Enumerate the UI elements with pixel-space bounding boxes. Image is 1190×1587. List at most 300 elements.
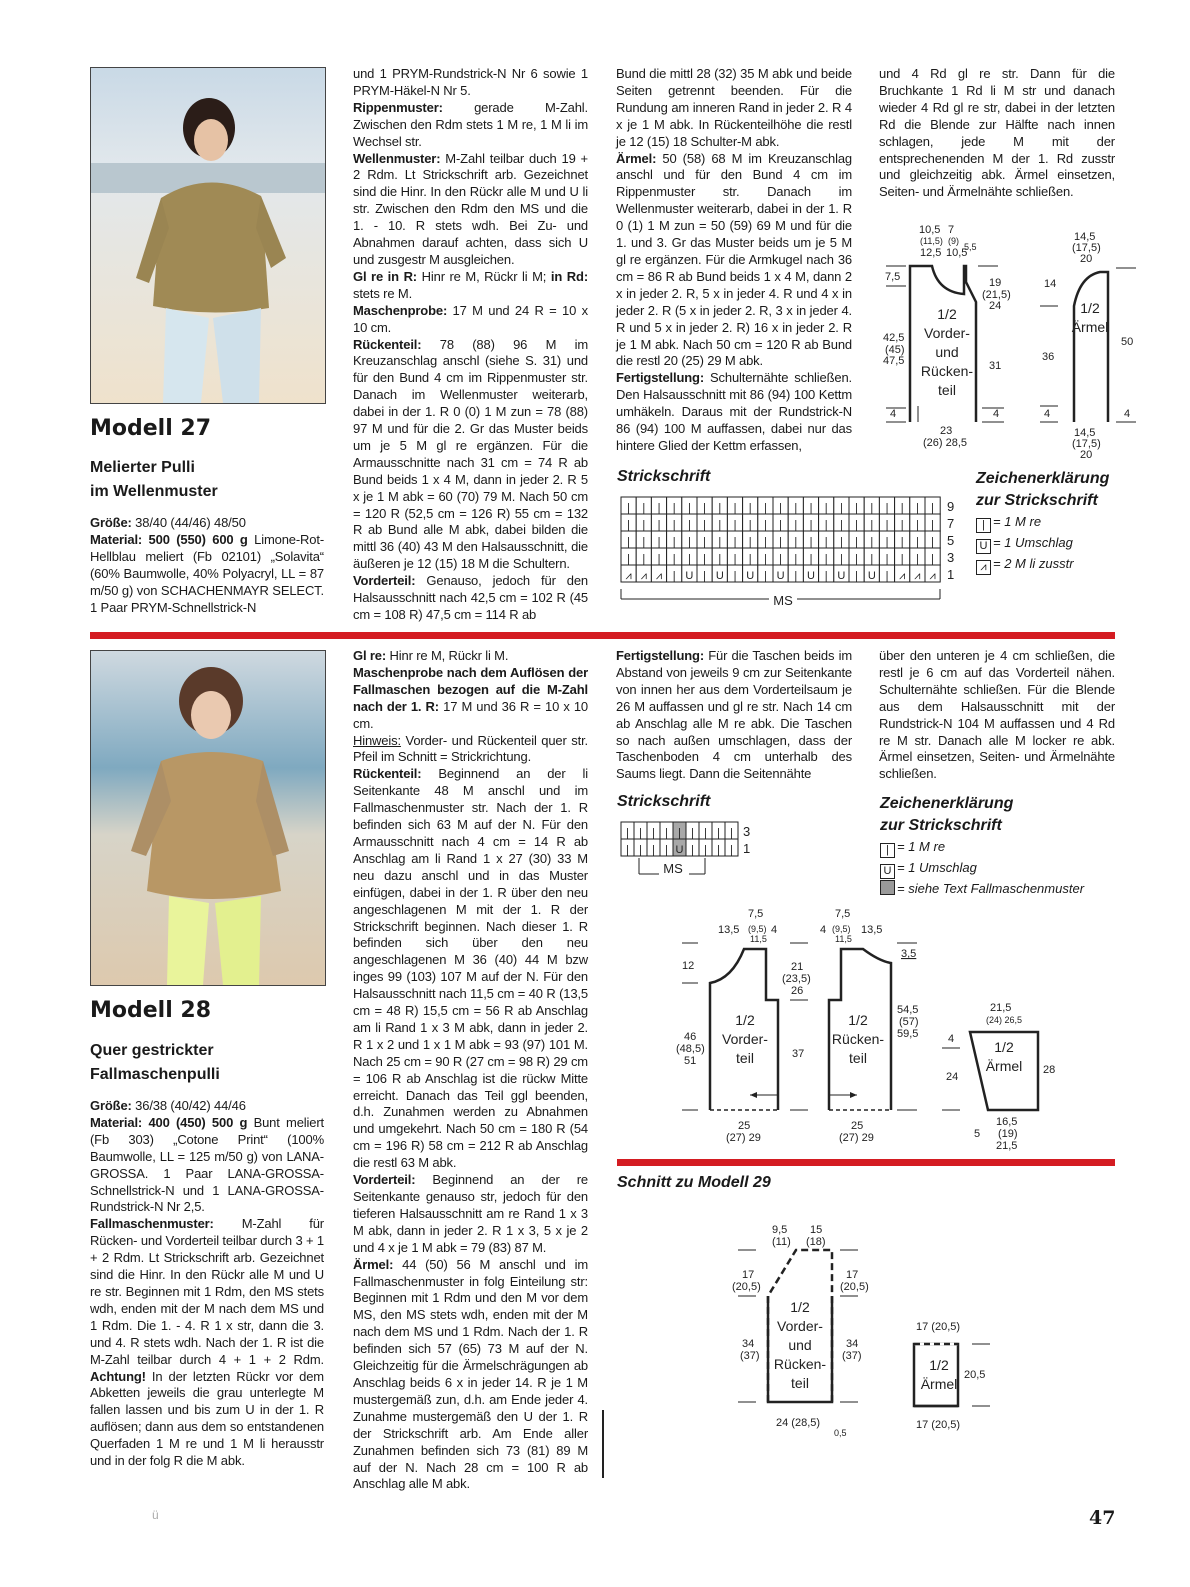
size-label: Größe: [90, 1098, 132, 1113]
chart-symbol: U [807, 570, 815, 582]
material-label: Material: [90, 1114, 143, 1130]
chart-symbol: | [809, 553, 813, 565]
chart-symbol: | [672, 536, 676, 548]
dim-label: 7 [948, 224, 955, 236]
chart-symbol: | [794, 502, 798, 514]
chart-symbol: | [626, 844, 629, 856]
chart-symbol: | [870, 519, 874, 531]
dim-label: 17 (20,5) [916, 1419, 961, 1431]
chart-symbol: | [839, 536, 843, 548]
chart-symbol: | [779, 553, 783, 565]
row-number: 1 [947, 567, 955, 582]
dim-label: 21,5 [990, 1002, 1012, 1014]
model29-heading: Schnitt zu Modell 29 [617, 1174, 771, 1191]
chart-symbol: | [809, 536, 813, 548]
yarnover-symbol-icon: U [976, 539, 991, 554]
chart-symbol: | [748, 519, 752, 531]
footer-mark: ü [152, 1508, 159, 1522]
finishing-text: Schulternähte schließen. Den Halsausschnitt mit 86 (94) 100 Kettm umhäkeln. Daraus mit der Rundstrick-N 86 (94) 100 M auffassen, dabei nur das hintere Glied der Kettm erfassen, [616, 370, 852, 453]
dim-label: 54,5 [897, 1004, 919, 1016]
sleeve-text: 44 (50) 56 M anschl und im Fallmaschenmuster in folg Einteilung str: Beginnen mit 1 Rdm und den M vor dem MS, den MS stets wdh, enden mit der M nach dem MS und 1 Rdm. Nach der 1. R befinden sich 57 (65) 73 M auf der N. Gleichzeitig für die Ärmelschrägungen ab Anschlag beids 6 x in jeder 14. R je 1 M mustergemäß zun, d.h. am Ende jeder 4. Zunahme mustergemäß den U der 1. R der Strickschrift arb. Am Ende aller Zunahmen befinden sich 73 (81) 89 M auf der N. Nach 28 cm = 100 R ab Anschlag alle M abk. [353, 1256, 588, 1492]
finishing-label: Fertigstellung: [616, 648, 705, 663]
piece-label: Rücken- [920, 363, 974, 379]
chart-symbol: | [627, 502, 631, 514]
gauge-label: Maschenprobe: [353, 302, 448, 318]
dim-label: 20 [1080, 253, 1093, 265]
chart-symbol: U [715, 570, 724, 582]
piece-label: Ärmel [920, 1376, 958, 1392]
chart-symbol: | [900, 519, 904, 531]
dim-label: 4 [1124, 408, 1131, 420]
front-text: Genauso, jedoch für den Halsausschnitt nach 42,5 cm = 102 R (45 cm = 108 R) 47,5 cm = 114 R ab [353, 573, 588, 622]
chart-symbol: | [652, 827, 655, 839]
model27-column-3 [616, 66, 852, 455]
chart-symbol: | [665, 827, 668, 839]
page-number: 47 [1089, 1507, 1116, 1529]
model28-sleeve-schematic [938, 998, 1068, 1158]
chart-symbol: | [855, 536, 859, 548]
chart-symbol: | [691, 844, 694, 856]
piece-label: 1/2 [848, 1012, 868, 1028]
dim-label: 11,5 [750, 934, 767, 944]
chart-symbol: | [642, 502, 646, 514]
model28-column-4 [879, 648, 1115, 783]
chart-symbol: U [837, 570, 846, 582]
chart-symbol: | [839, 519, 843, 531]
chart-symbol: | [730, 844, 733, 856]
chart-symbol: | [915, 553, 919, 565]
sleeve-label: Ärmel: [353, 1256, 394, 1272]
dim-label: 17 [846, 1269, 859, 1281]
dim-label: 0,5 [834, 1428, 847, 1438]
model28-chart-heading: Strickschrift [617, 793, 711, 810]
repeat-label: MS [663, 861, 683, 876]
dim-label: 20 [1080, 449, 1093, 461]
chart-symbol: | [824, 536, 828, 548]
dim-label: 34 [742, 1338, 755, 1350]
dim-label: 10,5 [946, 247, 968, 259]
dim-label: 51 [684, 1055, 697, 1067]
material-label: Material: [90, 531, 143, 547]
dim-label: 4 [771, 924, 778, 936]
chart-symbol: | [718, 536, 722, 548]
chart-symbol: | [763, 502, 767, 514]
dim-label: (57) [899, 1016, 919, 1028]
note-label: Hinweis: [353, 732, 401, 748]
dim-label: 4 [1044, 408, 1051, 420]
section-divider [90, 632, 1115, 639]
chart-symbol: | [885, 502, 889, 514]
legend-text: = 1 Umschlag [897, 860, 977, 875]
piece-label: und [788, 1337, 812, 1353]
model28-front-schematic [672, 905, 822, 1145]
model28-photo [90, 650, 326, 986]
dim-label: 7,5 [885, 271, 901, 283]
back-text: Beginnend an der li Seitenkante 48 M anschl und im Fallmaschenmuster str. Nach der 1. R befinden sich 63 M auf der N. Für den Armausschnitt nach 4 cm = 14 R ab Anschlag am li Rand 1 x 27 (30) 33 M neu dazu anschl und in das Muster einfügen, dabei in der 1. R über den neu angeschlagenen M mit der 1. R der Strickschrift beginnen. Nach dieser 1. R befinden sich über den neu angeschlagenen M 36 (40) 44 M bzw inges 99 (103) 107 M auf der N. Für den Halsausschnitt nach 11,5 cm = 40 R (13,5 cm = 48 R) 15,5 cm = 56 R ab Anschlag am li Rand 1 x 3 M abk, dann in jeder 2. R 1 x 2 und 1 x 1 M abk = 93 (97) 101 M. Nach 25 cm = 90 R (27 cm = 98 R) 29 cm = 106 R ab Anschlag ist die rückw Mitte erreicht. Danach das Teil ggl beenden, d.h. Zunahmen werden zu Abnahmen und umgekehrt. Nach 50 cm = 180 R (54 cm = 196 R) 58 cm = 212 R ab Anschlag die restl 63 M abk. [353, 766, 588, 1171]
row-number: 7 [947, 516, 955, 531]
row-number: 5 [947, 533, 955, 548]
note-text: Vorder- und Rückenteil quer str. Pfeil im Schnitt = Strickrichtung. [353, 732, 588, 765]
chart-symbol: | [733, 519, 737, 531]
legend-item-drop [880, 879, 1084, 899]
chart-symbol: | [779, 519, 783, 531]
dim-label: 23 [940, 425, 953, 437]
chart-symbol: ⩘ [640, 570, 647, 582]
chart-symbol: | [672, 502, 676, 514]
dim-label: 20,5 [964, 1369, 986, 1381]
chart-symbol: | [687, 502, 691, 514]
yarnover-symbol-icon: U [880, 864, 895, 879]
chart-symbol: ⩘ [929, 570, 936, 582]
chart-symbol: | [763, 570, 767, 582]
knit-symbol-icon: | [880, 843, 895, 858]
wellen-text: M-Zahl teilbar duch 19 + 2 Rdm. Lt Strickschrift arb. Gezeichnet sind die Hinr. In den Rückr alle M und U li str. Zwischen den Rdm den MS und die 1. - 10. R stets wdh. Bei Zu- und Abnahmen darauf achten, dass sich U und zusgestr M ausgleichen. [353, 150, 588, 267]
chart-symbol: | [678, 827, 681, 839]
section-divider-model29 [617, 1159, 1115, 1166]
dim-label: 24 (28,5) [776, 1417, 821, 1429]
dim-label: 15 [810, 1224, 823, 1236]
chart-symbol: | [639, 827, 642, 839]
chart-symbol: | [870, 536, 874, 548]
legend-title: zur Strickschrift [880, 817, 1002, 834]
piece-label: teil [849, 1050, 867, 1066]
chart-symbol: | [885, 519, 889, 531]
chart-symbol: | [763, 536, 767, 548]
chart-symbol: | [839, 502, 843, 514]
chart-symbol: | [779, 502, 783, 514]
dim-label: 24 [989, 300, 1002, 312]
model27-body-schematic [878, 222, 1018, 462]
legend-title: zur Strickschrift [976, 492, 1098, 509]
chart-grid [621, 497, 940, 582]
row-number: 1 [743, 841, 751, 856]
piece-label: Vorder- [777, 1318, 823, 1334]
dim-label: 26 [791, 985, 804, 997]
chart-symbol: | [652, 844, 655, 856]
dim-label: 24 [946, 1071, 959, 1083]
dim-label: 11,5 [835, 934, 852, 944]
dim-label: 14 [1044, 278, 1057, 290]
back-label: Rückenteil: [353, 766, 422, 782]
chart-symbol: | [900, 553, 904, 565]
model27-column-2 [353, 66, 588, 624]
dim-label: (48,5) [676, 1043, 705, 1055]
chart-symbol: | [931, 536, 935, 548]
chart-symbol: | [687, 519, 691, 531]
material-text: Limone-Rot-Hellblau meliert (Fb 02101) „Solavita“ (60% Baumwolle, 40% Polyacryl, LL = 87 m/50 g) von SCHACHENMAYR SELECT. 1 Paar PRYM-Schnellstrick-N [90, 531, 325, 615]
dim-label: 16,5 [996, 1116, 1018, 1128]
chart-symbol: | [931, 502, 935, 514]
dim-label: 46 [684, 1031, 697, 1043]
knit-symbol-icon: | [976, 518, 991, 533]
rippen-label: Rippenmuster: [353, 99, 443, 115]
model27-subtitle-line1: Melierter Pulli [90, 459, 195, 476]
dim-label: (20,5) [840, 1281, 869, 1293]
chart-symbol: | [824, 502, 828, 514]
front-label: Vorderteil: [353, 1172, 416, 1188]
dim-label: 7,5 [835, 908, 851, 920]
legend-item-yarnover [976, 533, 1109, 554]
dim-label: 13,5 [861, 924, 883, 936]
glre-rd-label: in Rd: [550, 268, 589, 284]
chart-symbol: | [703, 553, 707, 565]
legend-text: = 2 M li zusstr [993, 556, 1074, 571]
dim-label: (26) 28,5 [923, 437, 968, 449]
chart-symbol: | [704, 844, 707, 856]
chart-symbol: ⩘ [899, 570, 906, 582]
finishing-label: Fertigstellung: [616, 370, 705, 386]
finishing-text: Für die Taschen beids im Abstand von jeweils 9 cm zur Seitenkante von innen her aus dem Vorderteilsaum je 26 M auffassen und gl re str. Nach 14 cm ab Anschlag alle M re abk. Die Taschen so nach außen umschlagen, dass der Taschenboden 4 cm unterhalb des Saums liegt. Dann die Seitennähte [616, 648, 852, 782]
dim-label: (23,5) [782, 973, 811, 985]
piece-label: teil [736, 1050, 754, 1066]
dim-label: 19 [989, 277, 1002, 289]
chart-symbol: | [870, 502, 874, 514]
chart-symbol: U [867, 570, 876, 582]
chart-symbol: | [870, 553, 874, 565]
chart-symbol: | [855, 502, 859, 514]
sleeve-label: Ärmel: [616, 150, 657, 166]
chart-symbol: | [794, 536, 798, 548]
chart-symbol: U [675, 844, 684, 856]
legend-text: = 1 Umschlag [993, 535, 1073, 550]
column-rule [602, 1410, 604, 1478]
pattern-text: M-Zahl für Rücken- und Vorderteil teilbar durch 3 + 1 + 2 Rdm. Lt Strickschrift arb. Gezeichnet sind die Hinr. In den Rückr alle M und U re str. Beginnen mit 1 Rdm, den MS stets wdh, enden mit der M nach dem MS und 1 Rdm. Die 1. - 4. R 1 x str, dann die 3. und 4. R stets wdh. Nach der 1. R ist die M-Zahl teilbar durch 4 + 1 + 2 Rdm. [90, 1216, 324, 1367]
piece-label: 1/2 [994, 1039, 1014, 1055]
paragraph: und 4 Rd gl re str. Dann für die Bruchkante 1 Rd li M str und danach wieder 4 Rd gl re str, dabei in der letzten Rd die Blende zur Hälfte nach innen schlagen, jede M mit der entsprechenenden M der 1. Rd zusstr und gleichzeitig abk. Ärmel einsetzen, Seiten- und Ärmelnähte schließen. [879, 66, 1115, 200]
chart-symbol: | [657, 536, 661, 548]
dim-label: (24) 26,5 [986, 1015, 1023, 1025]
gauge-text: 17 M und 24 R = 10 x 10 cm. [353, 302, 588, 335]
material-text: Bunt meliert (Fb 303) „Cotone Print“ (100% Baumwolle, LL = 125 m/50 g) von LANA-GROSSA. 1 Paar LANA-GROSSA-Schnellstrick-N und 1 LANA-GROSSA-Rundstrick-N Nr 2,5. [90, 1114, 324, 1215]
dim-label: (9,5) [748, 924, 767, 934]
pattern-label: Fallmaschenmuster: [90, 1216, 214, 1232]
dim-label: 17 (20,5) [916, 1321, 961, 1333]
glre-text: Hinr re M, Rückr li M. [386, 648, 509, 663]
chart-symbol: | [763, 519, 767, 531]
dim-label: 12 [682, 960, 695, 972]
dim-label: (9) [948, 236, 959, 246]
chart-symbol: | [900, 536, 904, 548]
piece-label: Ärmel [985, 1058, 1023, 1074]
legend-title: Zeichenerklärung [880, 795, 1014, 812]
chart-symbol: | [733, 553, 737, 565]
dim-label: 28 [1043, 1064, 1056, 1076]
dim-label: 21 [791, 961, 804, 973]
chart-symbol: | [687, 553, 691, 565]
paragraph: über den unteren je 4 cm schließen, die restl je 6 cm auf das Vorderteil nähen. Schulternähte schließen. Für die Blende aus dem Halsausschnitt mit der Rundstrick-N 104 M auffassen und 4 Rd re M str. Danach alle M locker re abk. Ärmel einsetzen, Seiten- und Ärmelnähte schließen. [879, 648, 1115, 782]
chart-symbol: | [855, 570, 859, 582]
model28-back-schematic [805, 905, 955, 1145]
chart-symbol: | [642, 553, 646, 565]
chart-symbol: | [657, 502, 661, 514]
legend-text: = 1 M re [993, 514, 1042, 529]
chart-symbol: ⩘ [914, 570, 921, 582]
chart-symbol: | [657, 519, 661, 531]
chart-symbol: | [915, 536, 919, 548]
model28-subtitle-line2: Fallmaschenpulli [90, 1066, 220, 1083]
dim-label: (19) [998, 1128, 1018, 1140]
chart-symbol: | [900, 502, 904, 514]
legend-text: = 1 M re [897, 839, 946, 854]
chart-symbol: | [779, 536, 783, 548]
legend-text: = siehe Text Fallmaschenmuster [897, 881, 1085, 896]
chart-symbol: | [718, 553, 722, 565]
glre-text: Hinr re M, Rückr li M; [417, 268, 551, 284]
chart-symbol: | [748, 553, 752, 565]
dim-label: (37) [740, 1350, 760, 1362]
chart-symbol: | [665, 844, 668, 856]
dim-label: 5,5 [964, 242, 977, 252]
chart-symbol: | [794, 553, 798, 565]
model28-subtitle [90, 1039, 220, 1087]
model27-knitting-chart [617, 495, 962, 610]
chart-symbol: | [718, 502, 722, 514]
chart-symbol: | [703, 502, 707, 514]
warning-text: In der letzten Rückr vor dem Abketten jeweils die grau unterlegte M fallen lassen und bis zum U in der 1. R auflösen; dann aus dem so entstandenen Querfaden 1 M re und 1 M li herausstr und in der folg R die M abk. [90, 1368, 324, 1469]
piece-label: Vorder- [924, 325, 970, 341]
chart-symbol: | [931, 519, 935, 531]
chart-symbol: U [746, 570, 755, 582]
dim-label: 4 [948, 1033, 955, 1045]
sleeve-text: 50 (58) 68 M im Kreuzanschlag anschl und für den Bund 4 cm im Rippenmuster str. Danach im Wellenmuster weiterarb, dabei in der 1. R 0 (1) 1 M zun = 50 (59) 69 M und für die 1. und 3. Gr das Muster beids um je 5 M gl re ergänzen. Für die Armkugel nach 36 cm = 86 R ab Bund beids 1 x 4 M, dann 2 x in jeder 2. R, 5 x in jeder 4. R und 4 x in jeder 2. R (5 x in jeder 2. R, 3 x in jeder 4. R und 5 x in jeder 2. R) 16 x in jeder 2. R je 1 M abk. Nach 50 cm = 120 R ab Bund die restl 20 (25) 29 M abk. [616, 150, 852, 369]
warning-label: Achtung! [90, 1368, 146, 1384]
chart-symbol: | [855, 553, 859, 565]
piece-label: und [935, 344, 959, 360]
piece-label: teil [791, 1375, 809, 1391]
dim-label: 21,5 [996, 1140, 1018, 1152]
dim-label: 3,5 [901, 948, 917, 960]
dim-label: 31 [989, 360, 1002, 372]
size-value: 38/40 (44/46) 48/50 [131, 515, 246, 530]
dim-label: (45) [885, 344, 905, 356]
model27-title: Modell 27 [90, 416, 212, 441]
piece-label: teil [938, 382, 956, 398]
model28-column-2 [353, 648, 588, 1493]
chart-symbol: | [748, 536, 752, 548]
dim-label: (17,5) [1072, 438, 1101, 450]
model28-legend [880, 793, 1084, 899]
dim-label: (37) [842, 1350, 862, 1362]
dim-label: 13,5 [718, 924, 740, 936]
piece-label: Rücken- [773, 1356, 827, 1372]
dim-label: 47,5 [883, 355, 905, 367]
decrease-symbol-icon: ⩘ [976, 560, 991, 575]
size-value: 36/38 (40/42) 44/46 [131, 1098, 246, 1113]
chart-symbol: | [794, 519, 798, 531]
row-number: 3 [947, 550, 955, 565]
chart-symbol: | [748, 502, 752, 514]
dim-label: (27) 29 [839, 1132, 874, 1144]
model27-column-4 [879, 66, 1115, 201]
dim-label: (11,5) [920, 236, 943, 246]
piece-label: 1/2 [929, 1357, 949, 1373]
back-text: 78 (88) 96 M im Kreuzanschlag anschl (siehe S. 31) und für den Bund 4 cm im Rippenmuster str. Danach im Wellenmuster weiterarb, dabei in der 1. R 0 (0) 1 M zun = 78 (88) 97 M und für die 2. Gr das Muster beids um je 5 M gl re ergänzen. Für die Armausschnitte nach 31 cm = 74 R ab Bund beids 1 x 4 M, dann in jeder 2. R 5 x je 1 M abk = 60 (70) 79 M. Nach 50 cm = 120 R (52,5 cm = 126 R) 55 cm = 132 R ab Bund alle M abk, dabei bilden die mittl 36 (40) 43 M den Halsausschnitt, die äußeren je 12 (15) 18 M die Schultern. [353, 336, 588, 572]
dim-label: 36 [1042, 351, 1055, 363]
piece-label: 1/2 [937, 306, 957, 322]
size-label: Größe: [90, 515, 132, 530]
dim-label: 9,5 [772, 1224, 788, 1236]
back-label: Rückenteil: [353, 336, 422, 352]
chart-symbol: | [627, 519, 631, 531]
chart-symbol: | [703, 519, 707, 531]
chart-symbol: | [717, 827, 720, 839]
model27-subtitle-line2: im Wellenmuster [90, 483, 218, 500]
paragraph: Bund die mittl 28 (32) 35 M abk und beide Seiten getrennt beenden. Für die Rundung am inneren Rand in jeder 2. R 4 x je 1 M abk. In Rückenteilhöhe die restl je 12 (15) 18 Schulter-M abk. [616, 66, 852, 149]
dim-label: 7,5 [748, 908, 764, 920]
chart-symbol: | [703, 536, 707, 548]
wellen-label: Wellenmuster: [353, 150, 441, 166]
dim-label: 4 [820, 924, 827, 936]
front-label: Vorderteil: [353, 573, 416, 589]
chart-symbol: | [824, 553, 828, 565]
chart-symbol: | [703, 570, 707, 582]
model29-sleeve-schematic [900, 1312, 1010, 1442]
rippen-text: gerade M-Zahl. Zwischen den Rdm stets 1 M re, 1 M li im Wechsel str. [353, 99, 588, 149]
dim-label: 14,5 [1074, 231, 1096, 243]
chart-symbol: | [642, 519, 646, 531]
dim-label: 25 [738, 1120, 751, 1132]
dim-label: (9,5) [832, 924, 851, 934]
glre-label: Gl re in R: [353, 268, 417, 284]
dim-label: 14,5 [1074, 427, 1096, 439]
chart-symbol: | [824, 570, 828, 582]
chart-grid [621, 822, 738, 856]
chart-symbol: | [626, 827, 629, 839]
dim-label: (18) [806, 1236, 826, 1248]
piece-label: Ärmel [1071, 319, 1109, 335]
chart-symbol: U [776, 570, 785, 582]
chart-symbol: | [915, 502, 919, 514]
dim-label: 37 [792, 1048, 805, 1060]
chart-symbol: | [885, 553, 889, 565]
legend-item-decrease [976, 554, 1109, 575]
front-text: Beginnend an der re Seitenkante genauso str, jedoch für den tieferen Halsausschnitt am re Rand 1 x 3 M abk, dann in jeder 2. R 1 x 3, 5 x je 2 und 4 x je 1 M abk = 79 (83) 87 M. [353, 1172, 588, 1255]
row-number: 9 [947, 499, 955, 514]
chart-symbol: | [642, 536, 646, 548]
model28-title: Modell 28 [90, 998, 212, 1023]
paragraph: und 1 PRYM-Rundstrick-N Nr 6 sowie 1 PRYM-Häkel-N Nr 5. [353, 66, 588, 98]
chart-symbol: | [763, 553, 767, 565]
dim-label: (11) [772, 1236, 791, 1248]
chart-symbol: | [687, 536, 691, 548]
dim-label: 25 [851, 1120, 864, 1132]
model27-sleeve-schematic [1032, 228, 1142, 464]
chart-symbol: | [627, 553, 631, 565]
legend-item-yarnover [880, 858, 1084, 879]
model28-knitting-chart [617, 820, 767, 880]
model28-subtitle-line1: Quer gestrickter [90, 1042, 214, 1059]
chart-symbol: | [704, 827, 707, 839]
dim-label: 4 [890, 408, 897, 420]
chart-symbol: | [809, 519, 813, 531]
piece-label: Vorder- [722, 1031, 768, 1047]
model27-photo [90, 67, 326, 404]
row-number: 3 [743, 824, 751, 839]
gauge-text: 17 M und 36 R = 10 x 10 cm. [353, 698, 588, 731]
dim-label: 42,5 [883, 332, 905, 344]
dim-label: (21,5) [982, 289, 1011, 301]
chart-symbol: | [627, 536, 631, 548]
material-amount: 500 (550) 600 g [142, 531, 248, 547]
legend-item-knit [880, 837, 1084, 858]
dim-label: (17,5) [1072, 242, 1101, 254]
dim-label: 59,5 [897, 1028, 919, 1040]
gauge-label: Maschenprobe nach dem Auflösen der Fallmaschen bezogen auf die M-Zahl nach der 1. R: [353, 664, 588, 714]
material-amount: 400 (450) 500 g [142, 1114, 248, 1130]
dim-label: 34 [846, 1338, 859, 1350]
piece-label: 1/2 [1080, 300, 1100, 316]
chart-symbol: | [885, 536, 889, 548]
